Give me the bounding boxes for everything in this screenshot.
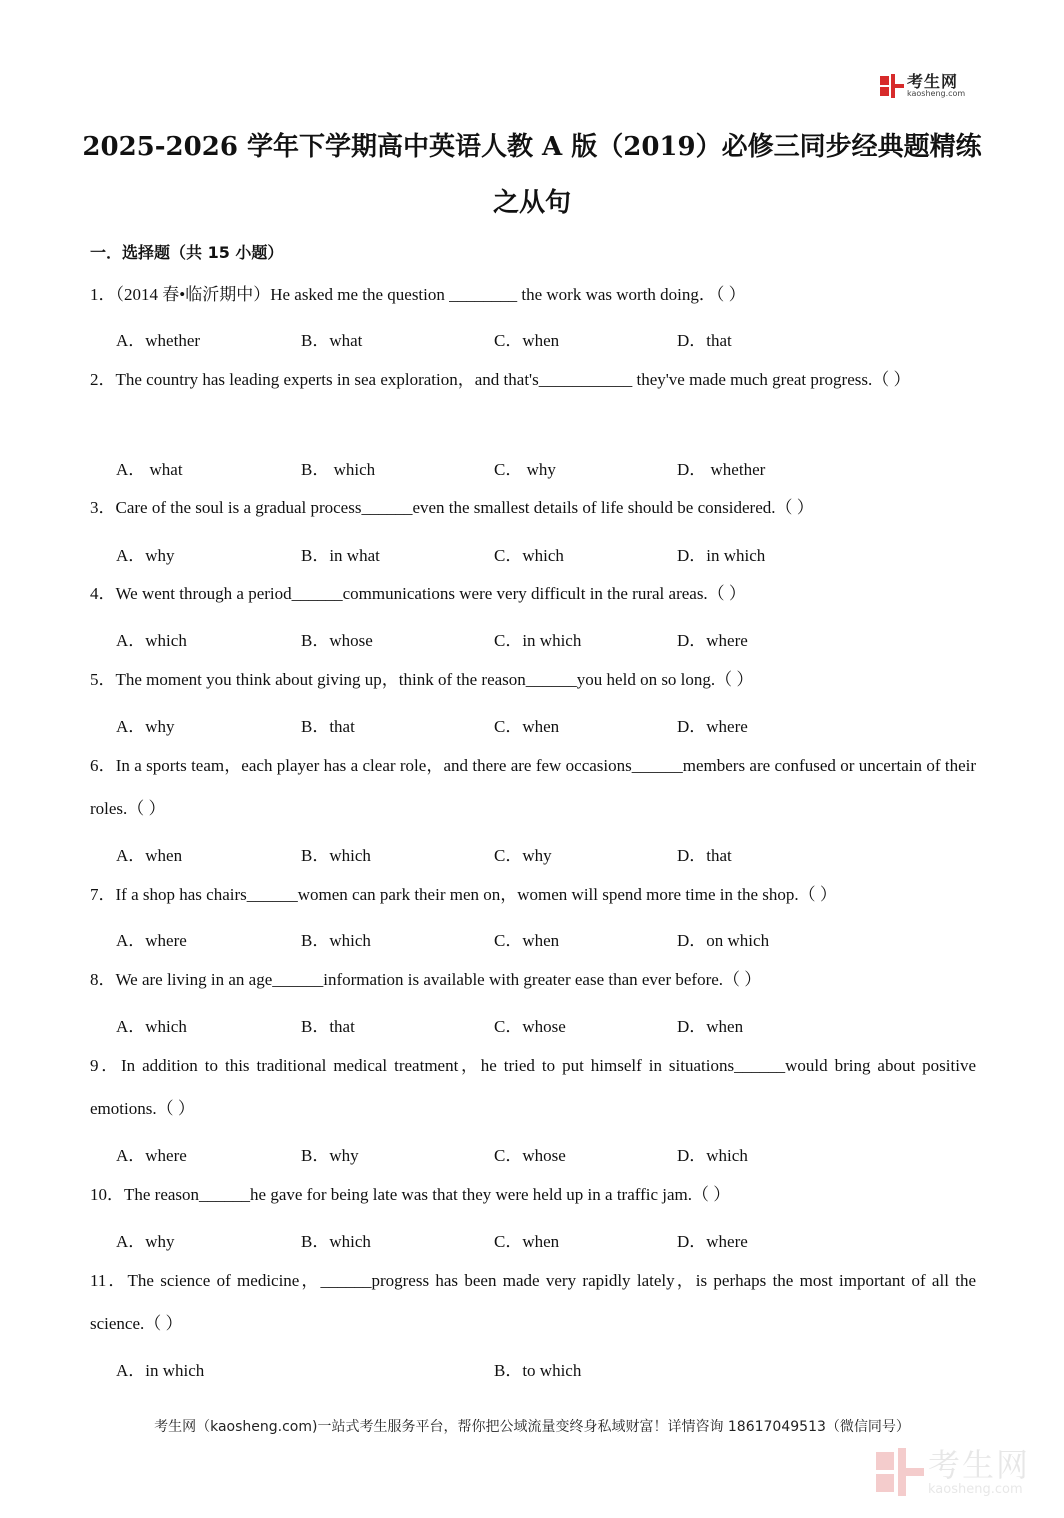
page-subtitle: 之从句 bbox=[492, 188, 571, 218]
option-b[interactable]: B．that bbox=[301, 1017, 355, 1036]
option-b[interactable]: B． which bbox=[301, 460, 376, 479]
watermark bbox=[876, 1445, 1031, 1497]
watermark-url: kaosheng.com bbox=[928, 1481, 1023, 1497]
brand-logo bbox=[880, 74, 965, 98]
question-text: The country has leading experts in sea exploration，and that's___________ they've made much great progress.（ ） bbox=[115, 370, 911, 389]
option-a[interactable]: A．which bbox=[116, 631, 187, 650]
option-c[interactable]: C．which bbox=[494, 546, 564, 565]
question-number: 8． bbox=[90, 970, 116, 989]
question-8 bbox=[90, 958, 976, 1001]
watermark-logo-icon bbox=[876, 1448, 924, 1496]
option-d[interactable]: D．that bbox=[677, 846, 732, 865]
question-number: 5． bbox=[90, 670, 116, 689]
question-number: 2． bbox=[90, 370, 116, 389]
option-a[interactable]: A． what bbox=[116, 460, 183, 479]
question-5 bbox=[90, 658, 976, 701]
option-a[interactable]: A．where bbox=[116, 931, 187, 950]
option-c[interactable]: C．whose bbox=[494, 1146, 566, 1165]
option-b[interactable]: B．what bbox=[301, 331, 363, 350]
question-number: 6． bbox=[90, 756, 116, 775]
question-text: If a shop has chairs______women can park their men on，women will spend more time in the shop.（ ） bbox=[115, 885, 837, 904]
option-c[interactable]: C． why bbox=[494, 460, 556, 479]
question-text: In addition to this traditional medical treatment，he tried to put himself in situations______would bring about positive emotions.（ ） bbox=[90, 1056, 977, 1118]
option-b[interactable]: B．which bbox=[301, 1232, 371, 1251]
option-c[interactable]: C．when bbox=[494, 717, 560, 736]
question-1 bbox=[90, 273, 976, 316]
question-number: 9． bbox=[90, 1056, 121, 1075]
question-text: We are living in an age______information is available with greater ease than ever before.（ ） bbox=[115, 970, 762, 989]
option-d[interactable]: D．that bbox=[677, 331, 732, 350]
question-number: 4． bbox=[90, 584, 116, 603]
option-b[interactable]: B．whose bbox=[301, 631, 373, 650]
page-title: 2025-2026 学年下学期高中英语人教 A 版（2019）必修三同步经典题精练 bbox=[82, 132, 982, 162]
option-c[interactable]: C．when bbox=[494, 1232, 560, 1251]
option-d[interactable]: D． whether bbox=[677, 460, 766, 479]
option-c[interactable]: C．whose bbox=[494, 1017, 566, 1036]
question-number: 11． bbox=[90, 1271, 128, 1290]
option-a[interactable]: A．which bbox=[116, 1017, 187, 1036]
option-d[interactable]: D．where bbox=[677, 1232, 748, 1251]
question-6 bbox=[90, 744, 976, 830]
section-heading: 一．选择题（共 15 小题） bbox=[90, 243, 284, 262]
question-10 bbox=[90, 1173, 976, 1216]
question-7 bbox=[90, 873, 976, 916]
page-footer: 考生网（kaosheng.com)一站式考生服务平台，帮你把公域流量变终身私域财富！详情咨询 18617049513（微信同号） bbox=[154, 1419, 910, 1435]
option-c[interactable]: C．in which bbox=[494, 631, 582, 650]
question-text: Care of the soul is a gradual process______even the smallest details of life should be considered.（ ） bbox=[115, 498, 814, 517]
logo-icon bbox=[880, 74, 904, 98]
question-9 bbox=[90, 1044, 976, 1130]
question-2 bbox=[90, 358, 976, 401]
option-d[interactable]: D．which bbox=[677, 1146, 748, 1165]
option-b[interactable]: B．in what bbox=[301, 546, 380, 565]
question-number: 3． bbox=[90, 498, 116, 517]
option-b[interactable]: B．why bbox=[301, 1146, 359, 1165]
option-c[interactable]: C．when bbox=[494, 931, 560, 950]
question-text: In a sports team，each player has a clear role，and there are few occasions______members are confused or uncertain of their roles.（ ） bbox=[90, 756, 976, 818]
option-a[interactable]: A．why bbox=[116, 546, 175, 565]
option-b[interactable]: B．that bbox=[301, 717, 355, 736]
question-number: 7． bbox=[90, 885, 116, 904]
question-text: The moment you think about giving up，think of the reason______you held on so long.（ ） bbox=[115, 670, 754, 689]
question-text: The reason______he gave for being late was that they were held up in a traffic jam.（ ） bbox=[124, 1185, 731, 1204]
option-d[interactable]: D．on which bbox=[677, 931, 770, 950]
option-b[interactable]: B．which bbox=[301, 846, 371, 865]
option-a[interactable]: A．whether bbox=[116, 331, 201, 350]
logo-text: 考生网 bbox=[907, 72, 959, 91]
option-a[interactable]: A．where bbox=[116, 1146, 187, 1165]
question-3 bbox=[90, 486, 976, 529]
option-c[interactable]: C．when bbox=[494, 331, 560, 350]
question-number: 1． bbox=[90, 285, 116, 304]
option-d[interactable]: D．when bbox=[677, 1017, 744, 1036]
option-a[interactable]: A．in which bbox=[116, 1361, 205, 1380]
option-a[interactable]: A．why bbox=[116, 1232, 175, 1251]
option-d[interactable]: D．where bbox=[677, 631, 748, 650]
option-d[interactable]: D．where bbox=[677, 717, 748, 736]
question-text: We went through a period______communications were very difficult in the rural areas.（ ） bbox=[115, 584, 746, 603]
option-b[interactable]: B．which bbox=[301, 931, 371, 950]
question-11 bbox=[90, 1259, 976, 1345]
question-text: The science of medicine，______progress has been made very rapidly lately，is perhaps the most important of all the science.（ ） bbox=[90, 1271, 976, 1333]
question-text: （2014 春•临沂期中）He asked me the question ________ the work was worth doing．（ ） bbox=[115, 285, 746, 304]
question-number: 10． bbox=[90, 1185, 124, 1204]
option-a[interactable]: A．when bbox=[116, 846, 183, 865]
option-c[interactable]: C．why bbox=[494, 846, 552, 865]
option-d[interactable]: D．in which bbox=[677, 546, 766, 565]
question-4 bbox=[90, 572, 976, 615]
option-a[interactable]: A．why bbox=[116, 717, 175, 736]
logo-url: kaosheng.com bbox=[907, 89, 966, 98]
option-b[interactable]: B．to which bbox=[494, 1361, 582, 1380]
watermark-text: 考生网 bbox=[928, 1445, 1031, 1484]
